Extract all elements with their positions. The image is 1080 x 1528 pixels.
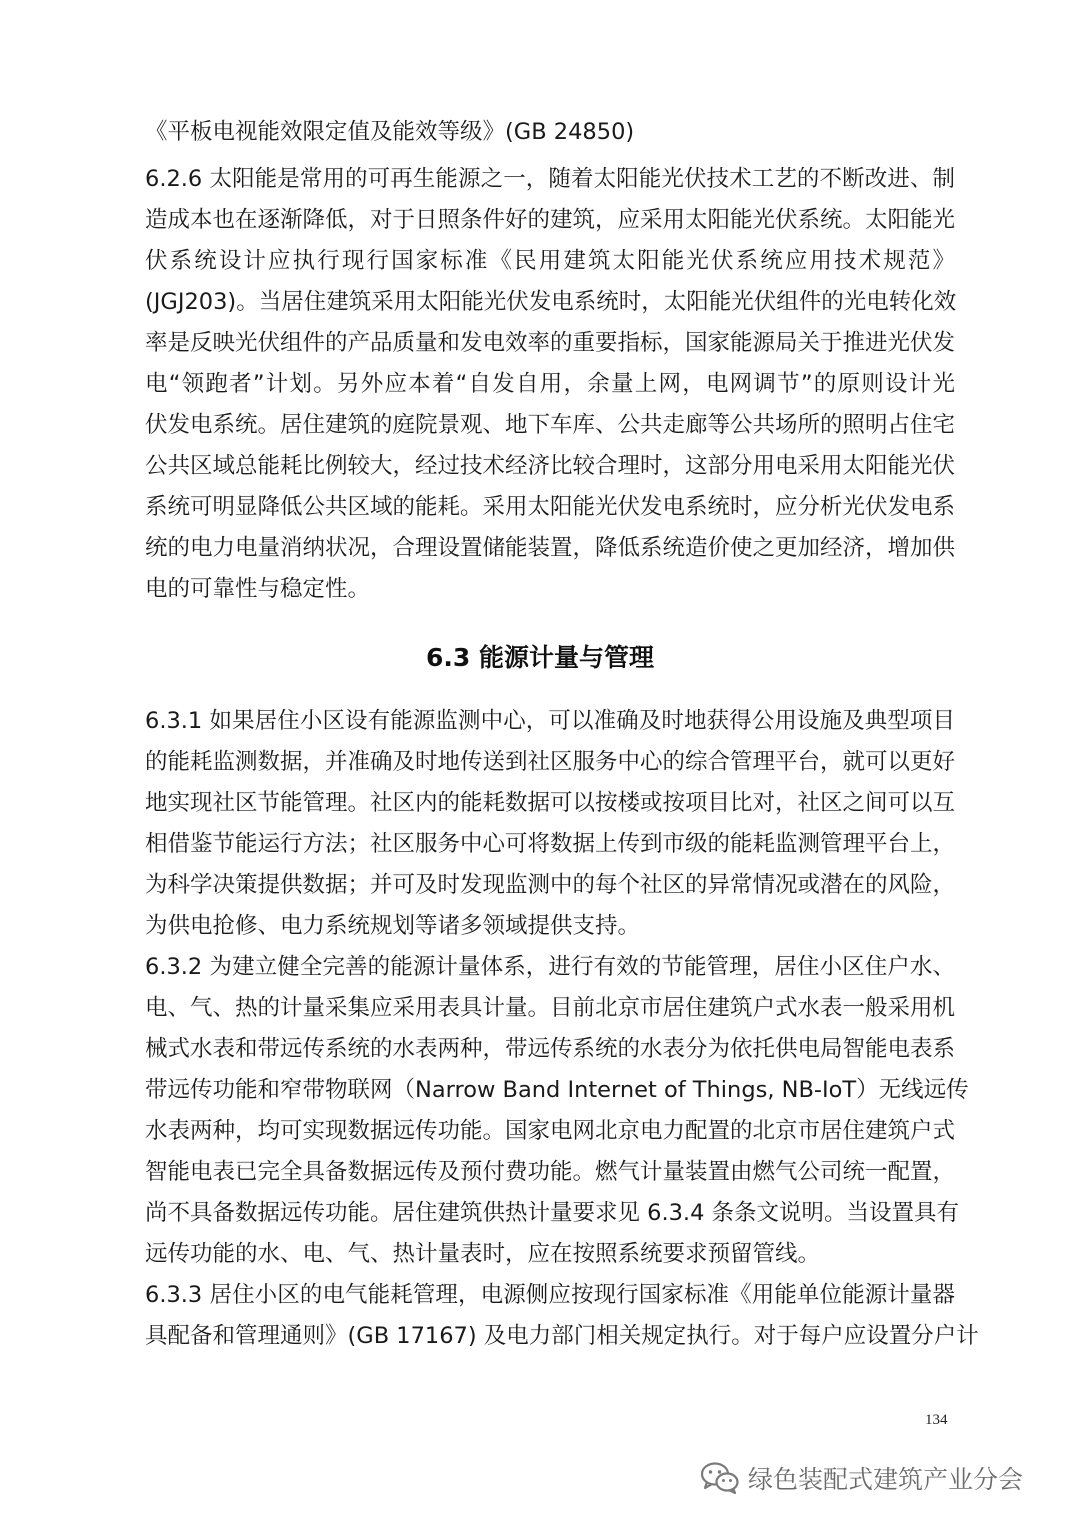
text-line: 地实现社区节能管理。社区内的能耗数据可以按楼或按项目比对，社区之间可以互 — [145, 790, 956, 816]
text-line: 为供电抢修、电力系统规划等诸多领域提供支持。 — [145, 913, 641, 939]
text-line: 伏发电系统。居住建筑的庭院景观、地下车库、公共走廊等公共场所的照明占住宅 — [145, 412, 956, 438]
text-line: 相借鉴节能运行方法；社区服务中心可将数据上传到市级的能耗监测管理平台上， — [145, 831, 956, 857]
text-line: 的能耗监测数据，并准确及时地传送到社区服务中心的综合管理平台，就可以更好 — [145, 749, 956, 775]
text-line: 电、气、热的计量采集应采用表具计量。目前北京市居住建筑户式水表一般采用机 — [145, 995, 956, 1021]
text-line: 远传功能的水、电、气、热计量表时，应在按照系统要求预留管线。 — [145, 1241, 821, 1267]
text-line: 械式水表和带远传系统的水表两种，带远传系统的水表分为依托供电局智能电表系 — [145, 1036, 956, 1062]
text-line: 具配备和管理通则》(GB 17167) 及电力部门相关规定执行。对于每户应设置分户计 — [145, 1323, 979, 1349]
text-line: (JGJ203)。当居住建筑采用太阳能光伏发电系统时，太阳能光伏组件的光电转化效 — [145, 289, 957, 315]
text-line: 为科学决策提供数据；并可及时发现监测中的每个社区的异常情况或潜在的风险， — [145, 872, 956, 898]
page-number: 134 — [925, 1412, 948, 1428]
section-heading: 6.3 能源计量与管理 — [426, 643, 654, 672]
text-line: 尚不具备数据远传功能。居住建筑供热计量要求见 6.3.4 条条文说明。当设置具有 — [145, 1200, 960, 1226]
text-line: 公共区域总能耗比例较大，经过技术经济比较合理时，这部分用电采用太阳能光伏 — [145, 453, 956, 479]
text-line: 智能电表已完全具备数据远传及预付费功能。燃气计量装置由燃气公司统一配置， — [145, 1159, 956, 1185]
text-line: 6.3.1 如果居住小区设有能源监测中心，可以准确及时地获得公用设施及典型项目 — [145, 708, 955, 734]
text-line: 率是反映光伏组件的产品质量和发电效率的重要指标，国家能源局关于推进光伏发 — [145, 330, 956, 356]
text-line: 6.2.6 太阳能是常用的可再生能源之一，随着太阳能光伏技术工艺的不断改进、制 — [145, 166, 955, 192]
text-line: 造成本也在逐渐降低，对于日照条件好的建筑，应采用太阳能光伏系统。太阳能光 — [145, 207, 956, 233]
text-line: 6.3.3 居住小区的电气能耗管理，电源侧应按现行国家标准《用能单位能源计量器 — [145, 1282, 955, 1308]
text-line: 6.3.2 为建立健全完善的能源计量体系，进行有效的节能管理，居住小区住户水、 — [145, 954, 955, 980]
text-line: 系统可明显降低公共区域的能耗。采用太阳能光伏发电系统时，应分析光伏发电系 — [145, 494, 956, 520]
text-line: 伏系统设计应执行现行国家标准《民用建筑太阳能光伏系统应用技术规范》 — [145, 248, 955, 274]
watermark — [700, 1458, 1023, 1498]
text-line: 水表两种，均可实现数据远传功能。国家电网北京电力配置的北京市居住建筑户式 — [145, 1118, 956, 1144]
watermark-text: 绿色装配式建筑产业分会 — [748, 1465, 1024, 1494]
wechat-icon — [700, 1461, 740, 1495]
text-line: 电“领跑者”计划。另外应本着“自发自用，余量上网，电网调节”的原则设计光 — [145, 371, 955, 397]
text-line: 统的电力电量消纳状况，合理设置储能装置，降低系统造价使之更加经济，增加供 — [145, 535, 956, 561]
text-line: 电的可靠性与稳定性。 — [145, 576, 371, 602]
text-line: 带远传功能和窄带物联网（Narrow Band Internet of Things, NB-IoT）无线远传 — [145, 1077, 969, 1103]
text-line: 《平板电视能效限定值及能效等级》(GB 24850) — [145, 119, 635, 145]
